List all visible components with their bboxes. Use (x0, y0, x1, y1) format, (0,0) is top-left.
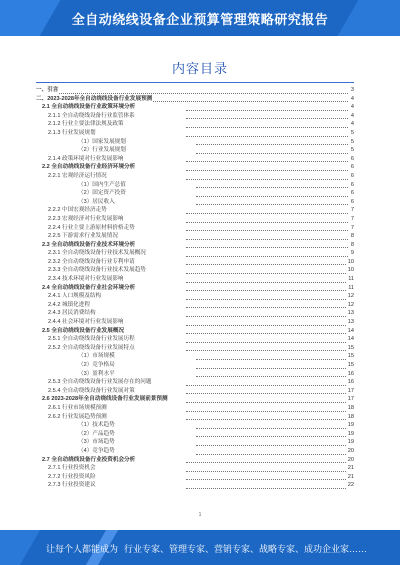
toc-entry-page: 13 (347, 319, 354, 326)
toc-entry-title: 2.5.3 全自动绕线设备行业发展存在的问题 (48, 379, 152, 386)
toc-entry-title: 2.3.1 全自动绕线设备行业技术发展概况 (48, 250, 146, 257)
toc-entry-page: 18 (347, 413, 354, 420)
toc-divider (36, 82, 354, 83)
toc-entry-title: 2.4.2 城镇化进程 (48, 301, 90, 308)
toc-entry-page: 12 (347, 293, 354, 300)
toc-entry-page: 20 (347, 447, 354, 454)
toc-entry-page: 19 (347, 430, 354, 437)
toc-entry-page: 8 (350, 241, 354, 248)
toc-entry-page: 21 (347, 465, 354, 472)
toc-entry-page: 9 (350, 250, 354, 257)
toc-entry-title: 2.1.4 政策环境对行业发展影响 (48, 155, 124, 162)
toc-entry-title: （3）市场趋势 (78, 439, 115, 446)
toc-entry-page: 21 (347, 473, 354, 480)
toc-entry-page: 16 (347, 370, 354, 377)
toc-entry-title: 2.1.2 行业主要法律法规及政策 (48, 121, 124, 128)
toc-entry-page: 6 (350, 181, 354, 188)
toc-entry-page: 7 (350, 224, 354, 231)
toc-entry-title: （1）国内生产总值 (78, 181, 126, 188)
toc-entry-title: （1）国家发展规划 (78, 138, 126, 145)
toc-entry-title: 2.2.3 宏观经济对行业发展影响 (48, 215, 124, 222)
toc-entry-title: 二、2023-2028年全自动绕线设备行业发展预测 (36, 95, 153, 102)
toc-entry[interactable] (36, 481, 354, 490)
toc-entry-title: 2.5.2 全自动绕线设备行业发展特点 (48, 344, 135, 351)
footer-banner (0, 530, 400, 565)
toc-entry-page: 7 (350, 207, 354, 214)
toc-heading: 内容目录 (171, 61, 228, 76)
toc-entry-page: 5 (350, 138, 354, 145)
toc-entry-page: 16 (347, 379, 354, 386)
toc-entry-title: 2.4.3 居民消费结构 (48, 310, 96, 317)
toc-entry-title: 2.6.2 行业发展趋势预测 (48, 413, 107, 420)
toc-entry-title: 2.7.2 行业投资风险 (48, 473, 96, 480)
toc-entry-page: 14 (347, 336, 354, 343)
toc-entry-title: 2.4.1 人口规模及结构 (48, 293, 102, 300)
toc-entry-title: （2）竞争格局 (78, 362, 115, 368)
toc-entry-page: 10 (347, 258, 354, 265)
toc-entry-page: 8 (350, 233, 354, 240)
toc-entry-page: 6 (350, 190, 354, 197)
toc-entry-title: 2.7 全自动绕线设备行业投资机会分析 (42, 456, 136, 463)
toc-entry-page: 5 (350, 147, 354, 154)
toc-entry-title: 2.4.4 社会环境对行业发展影响 (48, 319, 124, 326)
toc-entry-page: 3 (350, 87, 354, 93)
toc-entry-page: 22 (347, 482, 354, 489)
toc-entry-page: 6 (350, 198, 354, 205)
toc-entry-title: （3）盈利水平 (78, 370, 115, 377)
toc-entry-title: 2.2 全自动绕线设备行业经济环境分析 (42, 164, 136, 171)
toc-entry-title: 2.4 全自动绕线设备行业社会环境分析 (42, 284, 136, 291)
toc-entry-title: 2.3 全自动绕线设备行业技术环境分析 (42, 241, 136, 248)
toc-entry-title: （2）固定资产投资 (78, 190, 126, 197)
toc-leader-dots (186, 479, 348, 489)
toc-entry-title: 2.1.1 全自动绕线设备行业监管体系 (48, 112, 135, 119)
toc-entry-title: 2.1 全自动绕线设备行业政策环境分析 (42, 104, 136, 111)
toc-entry-page: 5 (350, 129, 354, 136)
toc-entry-page: 15 (347, 362, 354, 368)
toc-entry-page: 4 (350, 104, 354, 111)
toc-entry-title: 2.5.1 全自动绕线设备行业发展历程 (48, 336, 135, 343)
toc-entry-title: （4）竞争趋势 (78, 447, 115, 454)
page-number: 1 (198, 512, 202, 518)
toc-entry-title: 2.3.4 技术环境对行业发展影响 (48, 276, 124, 283)
toc-entry-page: 6 (350, 172, 354, 179)
toc-entry-page: 6 (350, 164, 354, 171)
report-title: 全自动绕线设备企业预算管理策略研究报告 (71, 12, 329, 27)
toc-entry-title: （1）技术趋势 (78, 422, 115, 429)
toc-entry-title: 2.6 2023-2028年全自动绕线设备行业发展前景预测 (42, 396, 168, 403)
toc-entry-title: 2.1.3 行业发展规划 (48, 129, 96, 136)
toc-entry-title: 2.3.2 全自动绕线设备行业专利申请 (48, 258, 135, 265)
toc-entry-title: 2.6.1 行业市场规模预测 (48, 404, 107, 411)
toc-entry-title: 2.2.4 行业主要上游原材料价格走势 (48, 224, 135, 231)
toc-entry-page: 17 (347, 387, 354, 394)
toc-entry-page: 11 (348, 284, 354, 291)
toc-entry-page: 15 (347, 353, 354, 360)
toc-entry-page: 4 (350, 112, 354, 119)
toc-entry-title: 2.3.3 全自动绕线设备行业技术发展趋势 (48, 267, 146, 274)
toc-entry-title: （3）居民收入 (78, 198, 115, 205)
toc-entry-page: 4 (350, 95, 354, 102)
footer-slogan: 让每个人都能成为 (46, 544, 119, 554)
toc-entry-title: 2.5 全自动绕线设备行业发展概况 (42, 327, 125, 334)
toc-entry-page: 10 (347, 267, 354, 274)
toc-entry-title: （2）行业发展规划 (78, 147, 126, 154)
toc-entry-title: 2.2.5 下游需求行业发展情况 (48, 233, 118, 240)
toc-entry-page: 20 (347, 456, 354, 463)
toc-entry-page: 12 (347, 301, 354, 308)
toc-entry-title: 2.5.4 全自动绕线设备行业发展对策 (48, 387, 135, 394)
footer-roles: 行业专家、管理专家、营销专家、战略专家、成功企业家…… (124, 544, 368, 554)
toc-entry-title: 2.2.1 宏观经济运行情况 (48, 172, 107, 179)
toc-entry-title: 2.2.2 中国宏观经济走势 (48, 207, 107, 214)
table-of-contents (36, 86, 354, 508)
toc-entry-page: 18 (347, 404, 354, 411)
toc-entry-page: 19 (347, 439, 354, 446)
toc-entry-title: （2）产品趋势 (78, 430, 115, 437)
footer-left-decoration (0, 530, 40, 565)
toc-entry-page: 6 (350, 155, 354, 162)
toc-entry-page: 14 (347, 327, 354, 334)
toc-entry-title: （1）市场规模 (78, 353, 115, 360)
toc-entry-page: 15 (347, 344, 354, 351)
toc-entry-page: 11 (348, 276, 354, 283)
toc-entry-title: 一、引言 (36, 87, 59, 93)
report-header-banner (0, 0, 400, 36)
toc-entry-page: 13 (347, 310, 354, 317)
toc-entry-page: 7 (350, 215, 354, 222)
toc-entry-title: 2.7.3 行业投资建议 (48, 482, 96, 489)
toc-entry-title: 2.7.1 行业投资机会 (48, 465, 96, 472)
toc-entry-page: 19 (347, 422, 354, 429)
toc-entry-page: 17 (347, 396, 354, 403)
toc-entry-page: 4 (350, 121, 354, 128)
